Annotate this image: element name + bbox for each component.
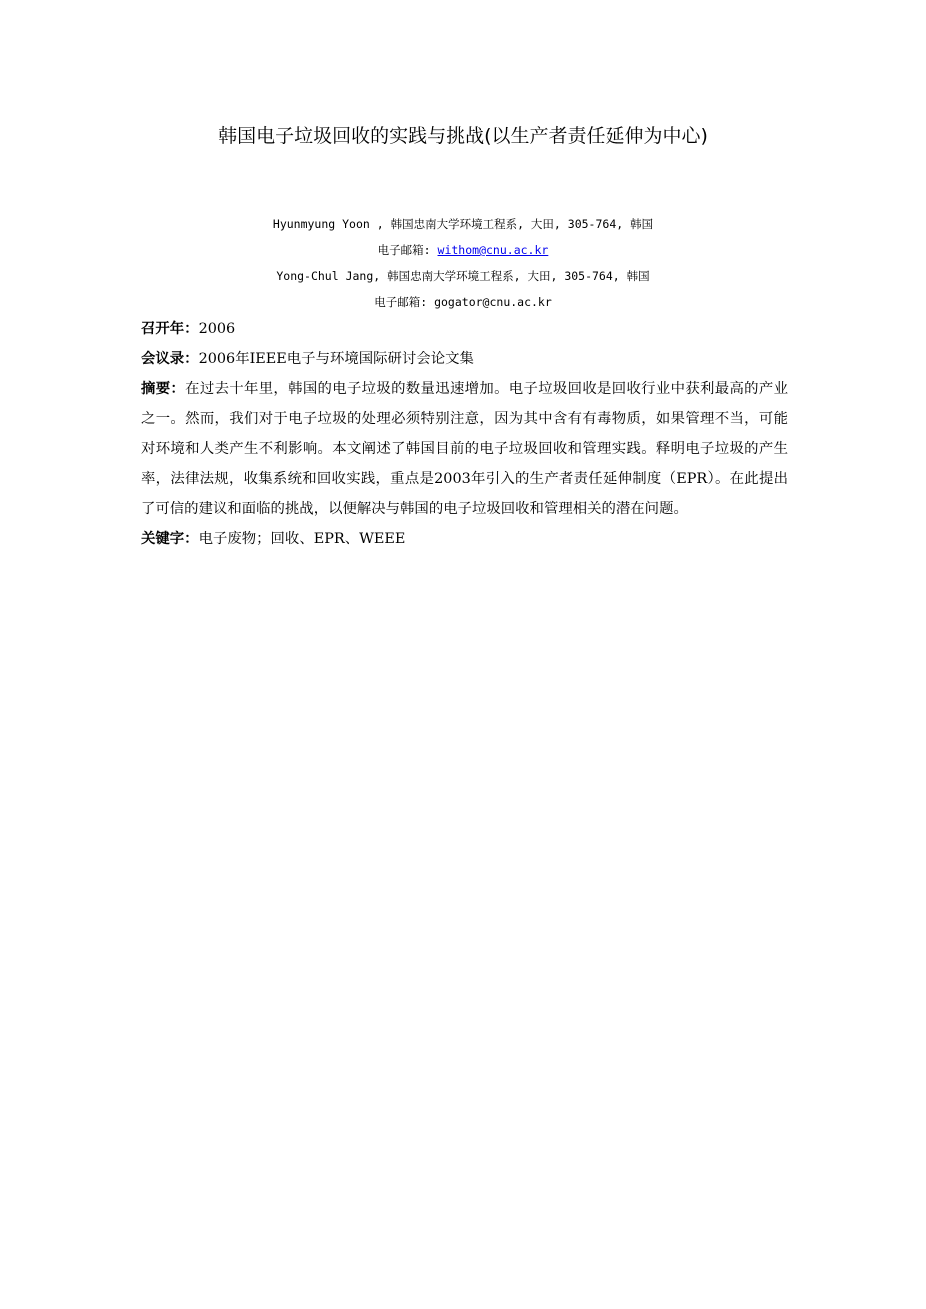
author-2-email: gogator@cnu.ac.kr [434,295,552,309]
proceedings-row [141,344,788,374]
abstract-text: 在过去十年里，韩国的电子垃圾的数量迅速增加。电子垃圾回收是回收行业中获利最高的产业之一。然而，我们对于电子垃圾的处理必须特别注意，因为其中含有有毒物质，如果管理不当，可能对环境和人类产生不利影响。本文阐述了韩国目前的电子垃圾回收和管理实践。释明电子垃圾的产生率，法律法规，收集系统和回收实践，重点是2003年引入的生产者责任延伸制度（EPR）。在此提出了可信的建议和面临的挑战，以便解决与韩国的电子垃圾回收和管理相关的潜在问题。 [141,381,788,517]
keywords-label: 关键字： [141,531,199,547]
abstract-label: 摘要： [141,381,186,397]
proceedings-label: 会议录： [141,351,199,367]
year-value: 2006 [198,321,236,337]
author-1-email-line [0,237,926,263]
author-block [0,211,926,315]
abstract-paragraph [141,374,788,524]
year-label: 召开年： [141,321,199,337]
author-2-email-label: 电子邮箱: [374,295,435,309]
proceedings-value: 2006年IEEE电子与环境国际研讨会论文集 [198,351,474,367]
keywords-row [141,524,788,554]
author-1-affiliation: Hyunmyung Yoon , 韩国忠南大学环境工程系, 大田, 305-764, 韩国 [272,217,654,231]
keywords-value: 电子废物；回收、EPR、WEEE [198,531,406,547]
author-1-email-label: 电子邮箱: [377,243,438,257]
paper-title: 韩国电子垃圾回收的实践与挑战(以生产者责任延伸为中心) [218,125,708,147]
author-2-email-line [0,289,926,315]
year-row [141,314,788,344]
metadata-block [141,314,788,554]
author-2-affiliation: Yong-Chul Jang, 韩国忠南大学环境工程系, 大田, 305-764, 韩国 [276,269,650,283]
author-1-email-link[interactable]: withom@cnu.ac.kr [437,243,549,257]
